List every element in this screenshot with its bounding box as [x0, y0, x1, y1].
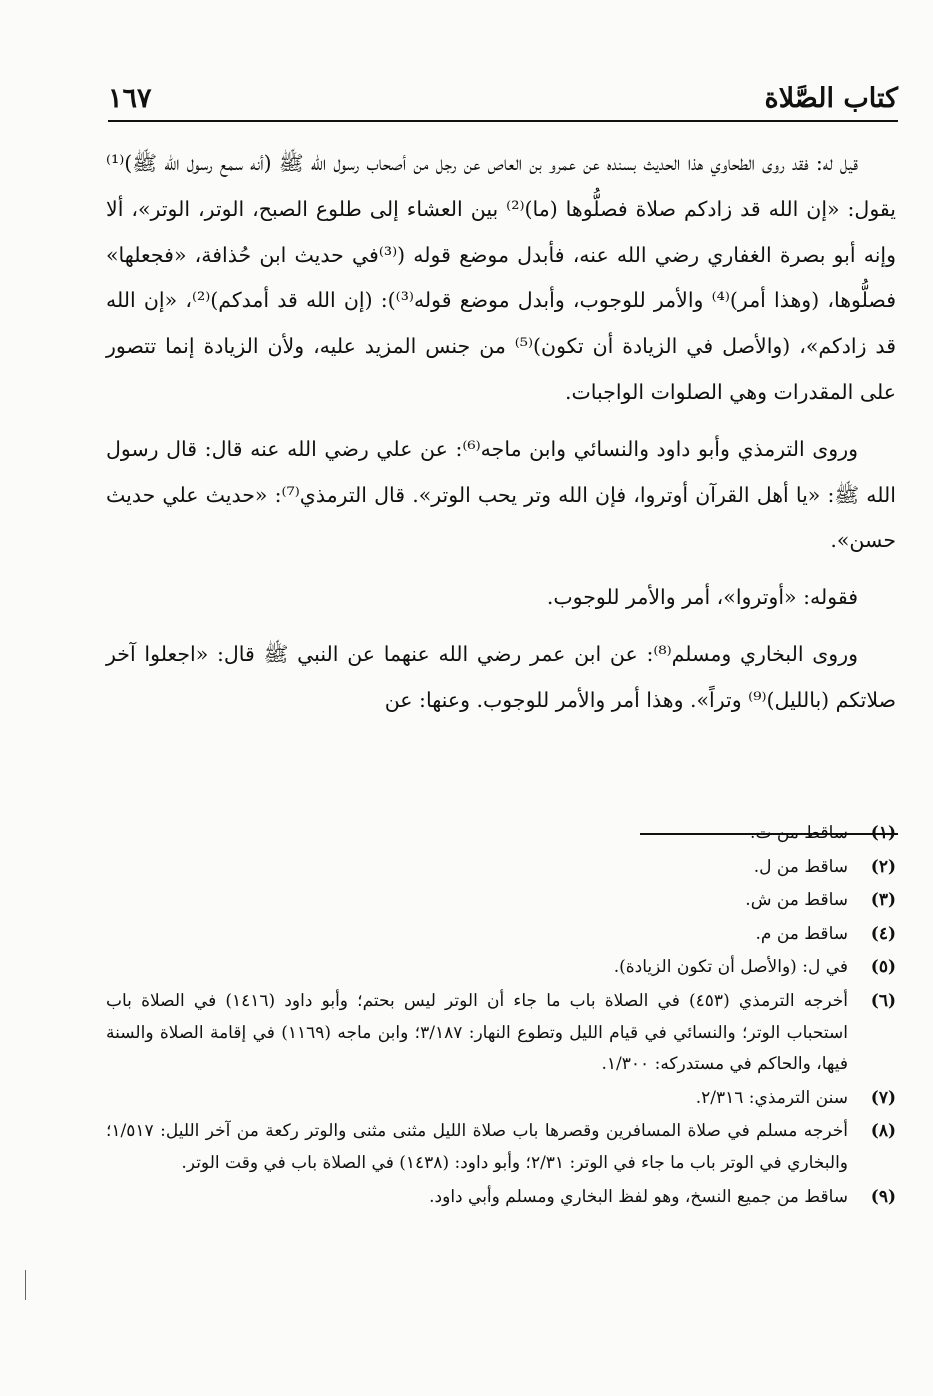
- footnote-text: ساقط من ش.: [745, 890, 848, 911]
- footnote-number: (٧): [870, 1087, 896, 1108]
- footnote-text: أخرجه الترمذي (٤٥٣) في الصلاة باب ما جاء أن الوتر ليس بحتم؛ وأبو داود (١٤١٦) في الصلاة باب استحباب الوتر؛ والنسائي في قيام الليل وتطوع النهار: ٣/١٨٧؛ وابن ماجه (١١٦٩) في إقامة الصلاة والسنة فيها، والحاكم في مستدركه: ١/٣٠٠.: [106, 990, 848, 1075]
- paragraph: وروى الترمذي وأبو داود والنسائي وابن ماجه⁽⁶⁾: عن علي رضي الله عنه قال: قال رسول الله ﷺ: «يا أهل القرآن أوتروا، فإن الله وتر يحب الوتر». قال الترمذي⁽⁷⁾: «حديث علي حديث حسن».: [106, 436, 896, 553]
- footnote-text: ساقط من ت.: [750, 823, 848, 843]
- footnote-text: ساقط من ل.: [753, 856, 848, 877]
- footnotes: [106, 818, 896, 1215]
- footnote: [106, 952, 896, 984]
- footnote: [106, 1182, 896, 1214]
- footnote: [106, 1116, 896, 1179]
- book-title: كتاب الصَّلاة: [764, 82, 898, 114]
- footnote: [106, 919, 896, 951]
- footnote: [106, 986, 896, 1081]
- footnote: [106, 852, 896, 884]
- footnote-text: ساقط من جميع النسخ، وهو لفظ البخاري ومسلم وأبي داود.: [429, 1186, 848, 1207]
- page-number: ١٦٧: [108, 82, 152, 114]
- footnote: [106, 1083, 896, 1115]
- main-text: [106, 141, 896, 735]
- paragraph: قيل له: فقد روى الطحاوي هذا الحديث بسنده عن عمرو بن العاص عن رجل من أصحاب رسول الله ﷺ (أنه سمع رسول الله ﷺ)⁽¹⁾ يقول: «إن الله قد زادكم صلاة فصلُّوها (ما)⁽²⁾ بين العشاء إلى طلوع الصبح، الوتر، الوتر»، ألا وإنه أبو بصرة الغفاري رضي الله عنه، فأبدل موضع قوله (⁽³⁾في حديث ابن حُذافة، «فجعلها» فصلُّوها، (وهذا أمر)⁽⁴⁾ والأمر للوجوب، وأبدل موضع قوله⁽³⁾): (إن الله قد أمدكم)⁽²⁾، «إن الله قد زادكم»، (والأصل في الزيادة أن تكون)⁽⁵⁾ من جنس المزيد عليه، ولأن الزيادة إنما تتصور على المقدرات وهي الصلوات الواجبات.: [106, 151, 896, 404]
- footnote-text: ساقط من م.: [755, 923, 848, 944]
- paragraph: فقوله: «أوتروا»، أمر والأمر للوجوب.: [546, 585, 858, 610]
- page-header: [108, 76, 898, 122]
- footnote-number: (٨): [870, 1121, 896, 1142]
- footnote-text: في ل: (والأصل أن تكون الزيادة).: [613, 957, 848, 978]
- footnote-number: (٤): [870, 923, 896, 944]
- scan-mark: [25, 1270, 26, 1300]
- footnote-text: أخرجه مسلم في صلاة المسافرين وقصرها باب صلاة الليل مثنى مثنى والوتر ركعة من آخر الليل: ١/٥١٧؛ والبخاري في الوتر باب ما جاء في الوتر: ٢/٣١؛ وأبو داود: (١٤٣٨) في الصلاة باب في وقت الوتر.: [106, 1121, 848, 1173]
- footnote-number: (١): [870, 823, 896, 843]
- paragraph: وروى البخاري ومسلم⁽⁸⁾: عن ابن عمر رضي الله عنهما عن النبي ﷺ قال: «اجعلوا آخر صلاتكم (بالليل)⁽⁹⁾ وتراً». وهذا أمر والأمر للوجوب. وعنها: عن: [106, 641, 896, 712]
- footnote-text: سنن الترمذي: ٢/٣١٦.: [695, 1087, 848, 1108]
- footnote-number: (٦): [870, 990, 896, 1011]
- footnote-number: (٣): [870, 890, 896, 911]
- footnote-number: (٢): [870, 856, 896, 877]
- footnote: [106, 885, 896, 917]
- footnote-number: (٥): [870, 957, 896, 978]
- footnote: [106, 818, 896, 850]
- footnote-number: (٩): [870, 1186, 896, 1207]
